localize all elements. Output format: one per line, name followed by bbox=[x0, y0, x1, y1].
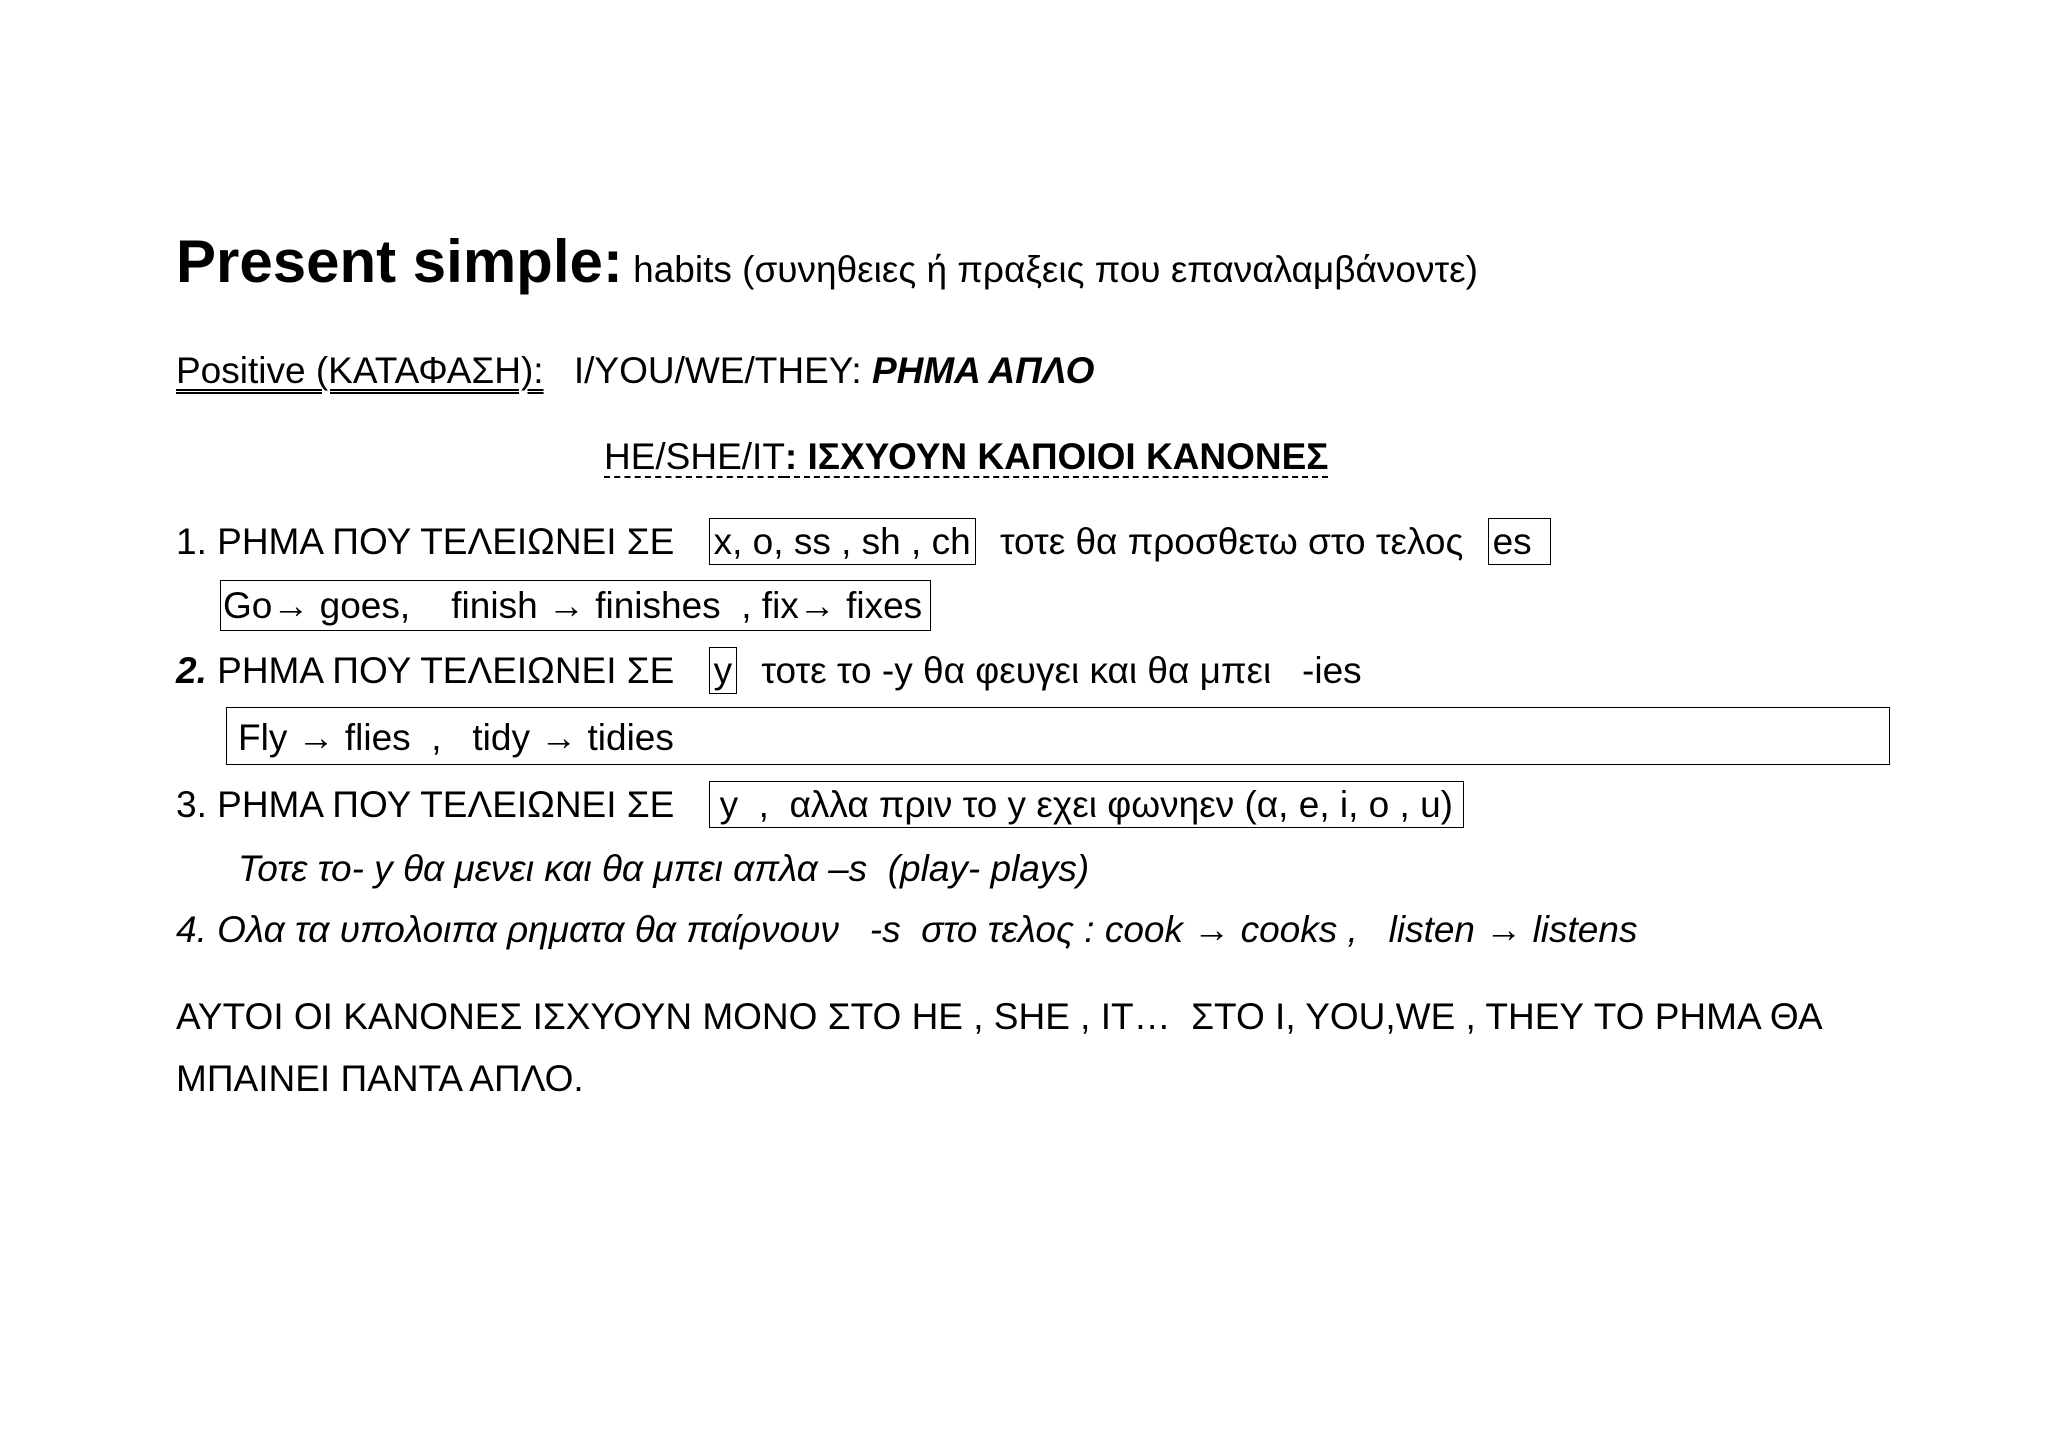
note-line-1: ΑΥΤΟΙ ΟΙ ΚΑΝΟΝΕΣ ΙΣΧΥΟΥΝ ΜΟΝΟ ΣΤΟ HE , SHE , IT… ΣΤΟ I, YOU,WE , THEY ΤΟ ΡΗΜΑ ΘΑ bbox=[176, 996, 1823, 1037]
rule-3-text: ΡΗΜΑ ΠΟΥ ΤΕΛΕΙΩΝΕΙ ΣΕ bbox=[217, 784, 675, 825]
rule-2-number: 2. bbox=[176, 650, 207, 691]
right-arrow-icon: → bbox=[297, 717, 335, 758]
rule-3-condition-box: y , αλλα πριν το y εχει φωνηεν (α, e, i, o , u) bbox=[709, 781, 1464, 828]
rule-1-example-d: fixes bbox=[835, 585, 923, 626]
rule-2 bbox=[176, 652, 1362, 689]
rule-1-examples-box bbox=[220, 580, 931, 631]
positive-rule: ΡΗΜΑ ΑΠΛΟ bbox=[871, 350, 1095, 391]
rule-1-suffix-box: es bbox=[1488, 518, 1551, 565]
rule-2-example-b: flies , tidy bbox=[334, 717, 541, 758]
rule-2-examples bbox=[238, 719, 674, 756]
rule-1-number: 1. bbox=[176, 521, 207, 562]
rule-2-ending-box: y bbox=[709, 647, 738, 694]
rule-1-example-b: goes, finish bbox=[309, 585, 548, 626]
rule-1-examples bbox=[220, 587, 931, 624]
positive-subjects: I/YOU/WE/THEY: bbox=[573, 350, 862, 391]
title-sub: habits (συνηθειες ή πραξεις που επαναλαμβάνοντε) bbox=[633, 249, 1478, 290]
title-main: Present simple: bbox=[176, 228, 623, 295]
rule-4-text-a: 4. Ολα τα υπολοιπα ρηματα θα παίρνουν -s στο τελος : cook bbox=[176, 909, 1194, 950]
he-subjects: HE/SHE/IT bbox=[604, 436, 785, 477]
right-arrow-icon: → bbox=[798, 585, 836, 626]
right-arrow-icon: → bbox=[540, 717, 578, 758]
positive-line bbox=[176, 352, 1094, 389]
rule-3-explanation: Τοτε το- y θα μενει και θα μπει απλα –s (play- plays) bbox=[238, 848, 1090, 889]
rule-2-text: ΡΗΜΑ ΠΟΥ ΤΕΛΕΙΩΝΕΙ ΣΕ bbox=[217, 650, 675, 691]
rule-1-example-a: Go bbox=[223, 585, 273, 626]
rule-2-then: τοτε το -y θα φευγει και θα μπει -ies bbox=[761, 650, 1362, 691]
right-arrow-icon: → bbox=[272, 585, 310, 626]
right-arrow-icon: → bbox=[547, 585, 585, 626]
rule-3-number: 3. bbox=[176, 784, 207, 825]
he-she-it-line bbox=[604, 438, 1329, 475]
rule-4 bbox=[176, 911, 1637, 948]
note-line-2: ΜΠΑΙΝΕΙ ΠΑΝΤΑ ΑΠΛΟ. bbox=[176, 1058, 584, 1099]
positive-label: Positive (ΚΑΤΑΦΑΣΗ): bbox=[176, 350, 544, 391]
rule-1-then: τοτε θα προσθετω στο τελος bbox=[999, 521, 1464, 562]
rule-1-endings-box: x, o, ss , sh , ch bbox=[709, 518, 976, 565]
right-arrow-icon: → bbox=[1485, 909, 1523, 950]
page-title bbox=[176, 228, 1478, 295]
rule-1 bbox=[176, 523, 1551, 560]
rule-4-text-c: listens bbox=[1522, 909, 1638, 950]
rule-2-example-a: Fly bbox=[238, 717, 298, 758]
rule-2-example-c: tidies bbox=[577, 717, 674, 758]
right-arrow-icon: → bbox=[1193, 909, 1231, 950]
rule-4-text-b: cooks , listen bbox=[1230, 909, 1486, 950]
rule-1-example-c: finishes , fix bbox=[584, 585, 799, 626]
he-rule: : ΙΣΧΥΟΥΝ ΚΑΠΟΙΟΙ ΚΑΝΟΝΕΣ bbox=[784, 436, 1329, 477]
rule-1-text: ΡΗΜΑ ΠΟΥ ΤΕΛΕΙΩΝΕΙ ΣΕ bbox=[217, 521, 675, 562]
rule-3 bbox=[176, 786, 1464, 823]
